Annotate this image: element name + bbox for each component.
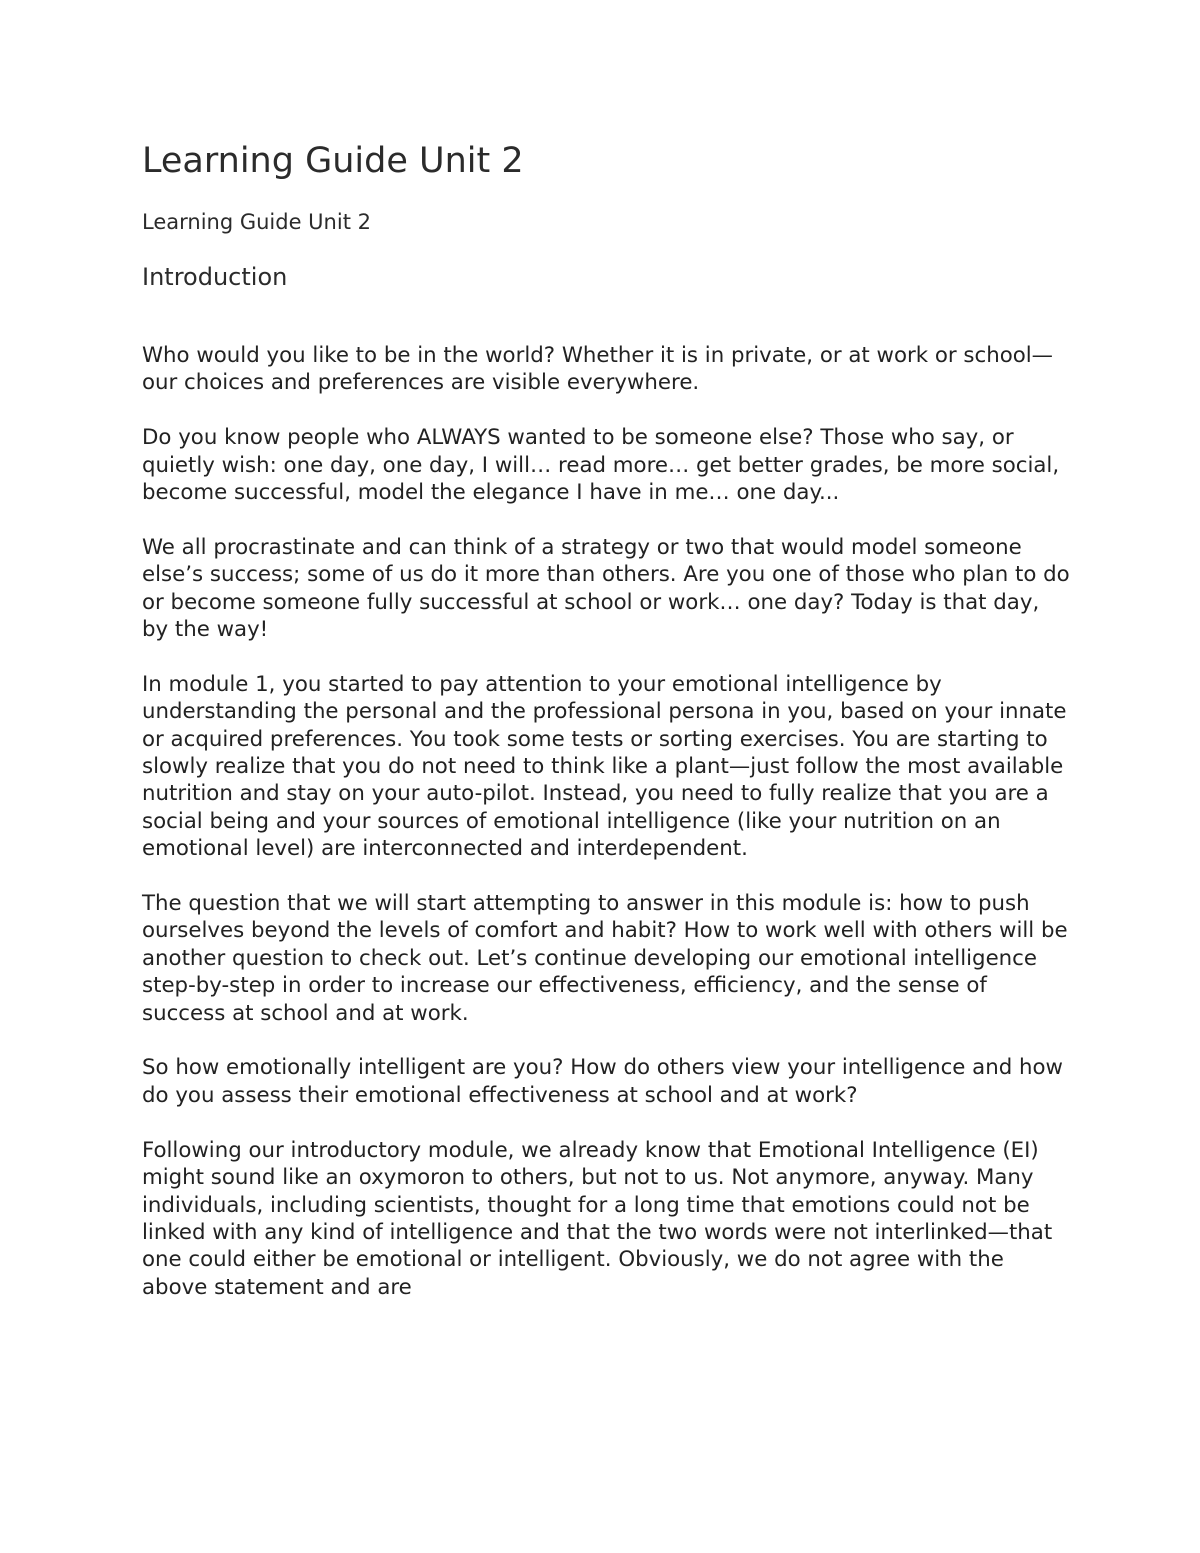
- section-heading-introduction: Introduction: [142, 263, 288, 291]
- paragraph: Do you know people who ALWAYS wanted to be someone else? Those who say, or quietly wish: one day, one day, I will… read more… get better grades, be more social, become successful, model the elegance I have in me… one day...: [142, 425, 1060, 506]
- body-paragraphs: [142, 342, 1072, 1301]
- document-title: Learning Guide Unit 2: [142, 141, 524, 181]
- document-content: [142, 138, 1072, 1329]
- paragraph: We all procrastinate and can think of a strategy or two that would model someone else’s success; some of us do it more than others. Are you one of those who plan to do or become someone fully successful at school or work… one day? Today is that day, by the way!: [142, 534, 1070, 643]
- paragraph: So how emotionally intelligent are you? How do others view your intelligence and how do you assess their emotional effectiveness at school and at work?: [142, 1055, 1063, 1108]
- document-subtitle: Learning Guide Unit 2: [142, 210, 371, 234]
- paragraph: Who would you like to be in the world? Whether it is in private, or at work or school—our choices and preferences are visible everywhere.: [142, 343, 1053, 396]
- paragraph: Following our introductory module, we already know that Emotional Intelligence (EI) might sound like an oxymoron to others, but not to us. Not anymore, anyway. Many individuals, including scientists, thought for a long time that emotions could not be linked with any kind of intelligence and that the two words were not interlinked—that one could either be emotional or intelligent. Obviously, we do not agree with the above statement and are: [142, 1137, 1053, 1300]
- paragraph: In module 1, you started to pay attention to your emotional intelligence by understanding the personal and the professional persona in you, based on your innate or acquired preferences. You took some tests or sorting exercises. You are starting to slowly realize that you do not need to think like a plant—just follow the most available nutrition and stay on your auto-pilot. Instead, you need to fully realize that you are a social being and your sources of emotional intelligence (like your nutrition on an emotional level) are interconnected and interdependent.: [142, 671, 1067, 862]
- paragraph: The question that we will start attempting to answer in this module is: how to push ourselves beyond the levels of comfort and habit? How to work well with others will be another question to check out. Let’s continue developing our emotional intelligence step-by-step in order to increase our effectiveness, efficiency, and the sense of success at school and at work.: [142, 891, 1068, 1026]
